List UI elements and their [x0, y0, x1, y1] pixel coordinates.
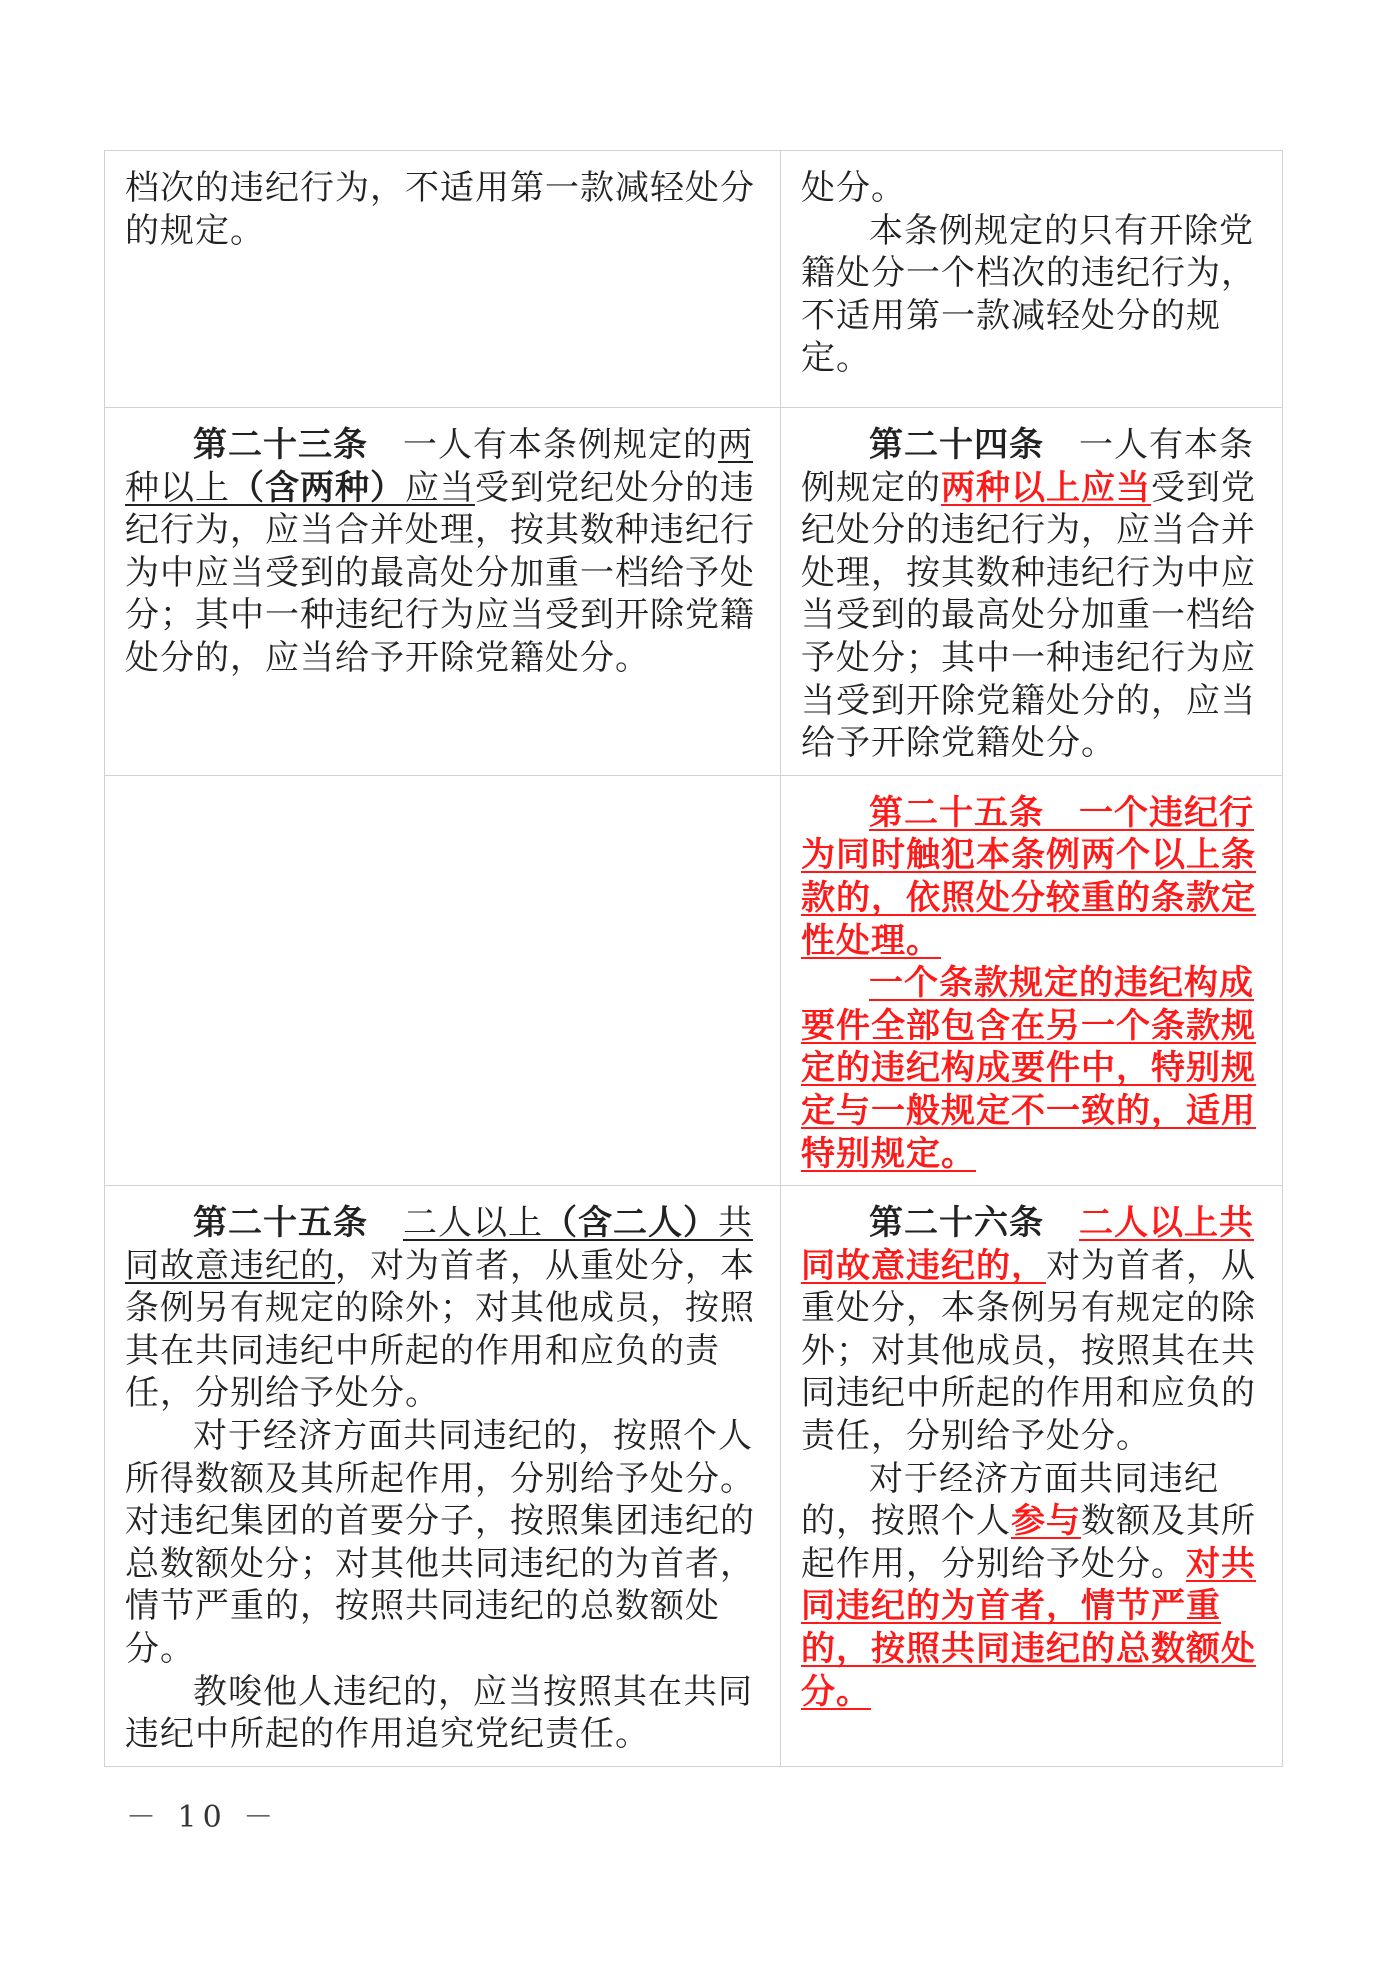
- text-run: 受到党纪处分的违纪行为，应当合并处理，按其数种违纪行为中应当受到的最高处分加重一档给予处分；其中一种违纪行为应当受到开除党籍处分的，应当给予开除党籍处分。: [125, 467, 755, 678]
- underlined-text: 应当: [405, 467, 475, 508]
- paragraph: [801, 1202, 1262, 1458]
- text-run: 教唆他人违纪的，应当按照其在共同违纪中所起的作用追究党纪责任。: [125, 1671, 753, 1755]
- paragraph: [801, 167, 1262, 210]
- paragraph: [801, 1458, 1262, 1714]
- article-number: 第二十四条: [869, 425, 1044, 465]
- table-row: [105, 151, 1283, 408]
- underlined-bold-text: （含两种）: [230, 467, 405, 508]
- paragraph: [125, 424, 760, 680]
- article-number: 第二十六条: [869, 1203, 1044, 1244]
- old-text-cell: [105, 408, 781, 776]
- paragraph: [801, 962, 1262, 1175]
- text-run: 本条例规定的只有开除党籍处分一个档次的违纪行为，不适用第一款减轻处分的规定。: [801, 210, 1256, 379]
- text-run: ，对为首者，从重处分，本条例另有规定的除外；对其他成员，按照其在共同违纪中所起的作用和应负的责任，分别给予处分。: [125, 1245, 755, 1414]
- underlined-text: 二人以上: [403, 1203, 543, 1244]
- paragraph: [801, 210, 1262, 380]
- table-row: [105, 1186, 1283, 1767]
- underlined-text: 共同故意违纪的: [125, 1203, 753, 1286]
- highlighted-change: 两种以上应当: [941, 467, 1151, 508]
- old-text-cell: [105, 775, 781, 1185]
- table-row: [105, 408, 1283, 776]
- text-run: 一人有本条例规定的: [801, 425, 1254, 508]
- text-run: 对于经济方面共同违纪的，按照个人所得数额及其所起作用，分别给予处分。对违纪集团的首要分子，按照集团违纪的总数额处分；对其他共同违纪的为首者，情节严重的，按照共同违纪的总数额处分。: [125, 1416, 755, 1670]
- paragraph: [801, 792, 1262, 962]
- paragraph: [125, 167, 760, 252]
- old-text-cell: [105, 151, 781, 408]
- text-run: 对于经济方面共同违纪的，按照个人: [801, 1458, 1219, 1542]
- text-run: 受到党纪处分的违纪行为，应当合并处理，按其数种违纪行为中应当受到的最高处分加重一档给予处分；其中一种违纪行为应当受到开除党籍处分的，应当给予开除党籍处分。: [801, 467, 1256, 764]
- underlined-bold-text: （含二人）: [543, 1203, 718, 1244]
- paragraph: [125, 1671, 760, 1756]
- highlighted-change: 第二十五条 一个违纪行为同时触犯本条例两个以上条款的，依照处分较重的条款定性处理。: [801, 792, 1256, 961]
- table-row: [105, 775, 1283, 1185]
- text-run: 数额及其所起作用，分别给予处分。: [801, 1501, 1256, 1584]
- text-run: 处分。: [801, 168, 906, 208]
- text-run: 对为首者，从重处分，本条例另有规定的除外；对其他成员，按照其在共同违纪中所起的作用和应负的责任，分别给予处分。: [801, 1245, 1256, 1457]
- comparison-table: [104, 150, 1283, 1767]
- paragraph: [125, 1415, 760, 1671]
- article-number: 第二十五条: [193, 1203, 368, 1244]
- underlined-text: 两种以上: [125, 425, 753, 508]
- text-run: 一人有本条例规定的: [368, 425, 718, 465]
- new-text-cell: [781, 151, 1283, 408]
- new-text-cell: [781, 408, 1283, 776]
- new-text-cell: [781, 775, 1283, 1185]
- new-text-cell: [781, 1186, 1283, 1767]
- page-number: － 10 －: [126, 1800, 280, 1835]
- highlighted-change: 二人以上共同故意违纪的，: [801, 1203, 1254, 1286]
- old-text-cell: [105, 1186, 781, 1767]
- paragraph: [801, 424, 1262, 765]
- highlighted-change: 对共同违纪的为首者，情节严重的，按照共同违纪的总数额处分。: [801, 1543, 1256, 1712]
- article-number: 第二十三条: [193, 425, 368, 465]
- text-run: 档次的违纪行为，不适用第一款减轻处分的规定。: [125, 168, 755, 251]
- highlighted-change: 一个条款规定的违纪构成要件全部包含在另一个条款规定的违纪构成要件中，特别规定与一般规定不一致的，适用特别规定。: [801, 963, 1256, 1174]
- highlighted-change: 参与: [1011, 1501, 1081, 1542]
- paragraph: [125, 1202, 760, 1415]
- text-run: [368, 1203, 403, 1243]
- text-run: [1044, 1203, 1079, 1243]
